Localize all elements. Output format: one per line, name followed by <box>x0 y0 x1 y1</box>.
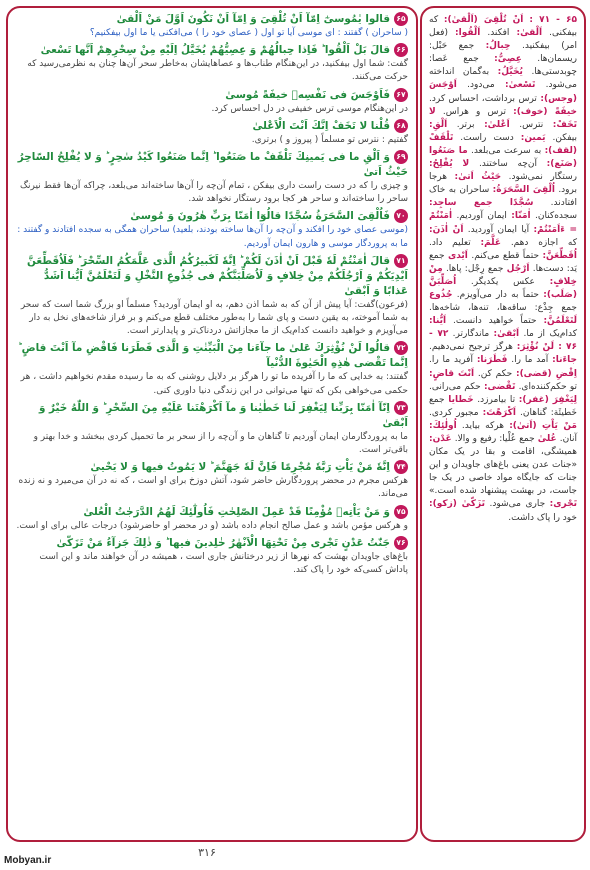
glossary-word: ۶۵ - ۷۱ : اَنْ تُلْقِىَ (اَلْقىٰ): <box>443 15 577 25</box>
verse-block <box>16 460 408 501</box>
glossary-definition: هرگز ترجیح نمی‌دهیم. <box>429 342 517 353</box>
glossary-entry <box>487 28 542 38</box>
glossary-definition: افکند. <box>487 28 517 39</box>
arabic-verse-text: قالَ اٰمَنْتُمْ لَهٗ قَبْلَ اَنْ اٰذَنَ لَكُمْ ؕ اِنَّهٗ لَكَبيرُكُمُ الَّذى عَلَّمَكُمُ السِّحْرَ ؕ فَلَاُقَطِّعَنَّ اَيْدِيَكُمْ وَ اَرْجُلَكُمْ مِنْ خِلافٍ وَ لَاُصَلِّبَنَّكُمْ فى جُذُوعِ النَّخْلِ وَ لَتَعْلَمُنَّ اَيُّنا اَشَدُّ عَذابًا وَ اَبْقىٰ <box>27 254 408 297</box>
arabic-verse <box>16 119 408 134</box>
verse-block <box>16 254 408 339</box>
arabic-verse-text: جَنّٰتُ عَدْنٍ تَجْرى مِنْ تَحْتِهَا الْاَنْهٰرُ خٰلِدينَ فيها ؕ وَ ذٰلِكَ جَزآءُ مَنْ تَزَكّىٰ <box>56 536 390 549</box>
glossary-word: حَيْثُ اَتىٰ: <box>454 172 502 183</box>
glossary-word: تَسْعىٰ: <box>505 80 536 91</box>
glossary-word: اَلْقِ: <box>429 119 448 130</box>
glossary-entry <box>471 251 577 261</box>
verse-number-badge: ۷۱ <box>394 254 408 268</box>
persian-translation: ما به پروردگارمان ایمان آوردیم تا گناهان ما و آن‌چه را از سحر بر ما تحمیل کردی ببخشد و خدا بهتر و باقی‌تر است. <box>33 431 408 456</box>
glossary-word: ما صَنَعُوا (صَنَع): <box>429 145 577 170</box>
glossary-definition: جمع حَبْل: ریسمان‌ها. <box>429 41 577 65</box>
glossary-definition: هرکه بیاید. <box>461 420 510 431</box>
persian-translation: (موسی عصای خود را افکند و آن‌چه را آن‌ها ساخته بودند، بلعید) ساحران همگی به سجده افتادند و گفتند : ما به پروردگار موسی و هارون ایمان آوردیم. <box>17 225 408 249</box>
glossary-word: لَتَعْلَمُنَّ: <box>543 316 577 327</box>
verse-number-badge: ۶۵ <box>394 12 408 26</box>
glossary-word: اَوْجَسَ (وجس): <box>429 80 577 104</box>
glossary-definition: آن‌چه ساختند. <box>478 159 547 170</box>
glossary-word: تَلْقَفْ (لقف): <box>429 132 577 156</box>
glossary-word: جُذُوع <box>429 289 453 300</box>
glossary-definition: حکم می‌رانی. <box>429 381 484 392</box>
verse-block <box>16 536 408 577</box>
verse-number-badge: ۶۷ <box>394 88 408 102</box>
glossary-word: حِبالُ: <box>485 41 511 52</box>
verse-block <box>16 209 408 250</box>
glossary-definition: رستگار نمی‌شود. <box>508 172 577 183</box>
verse-block <box>16 12 408 40</box>
glossary-entry <box>429 355 507 365</box>
glossary-definition: آیا ایمان آوردید. <box>467 224 534 235</box>
glossary-word: يُخَيَّلُ: <box>497 67 523 78</box>
verse-block <box>16 150 408 206</box>
glossary-word: اُصَلِّبَنَّ (صَلَب): <box>429 276 577 300</box>
verse-number-badge: ۷۰ <box>394 209 408 223</box>
glossary-word: اٰمَنْتُمْ = ءَاَمَنْتُمْ: <box>429 211 578 235</box>
glossary-entry <box>429 408 516 418</box>
glossary-word: خَطايا <box>448 394 474 405</box>
glossary-word: اُلْقِىَ السَّحَرَةُ: <box>492 185 555 196</box>
glossary-definition: نترس. <box>519 119 553 130</box>
glossary-entry <box>429 238 501 248</box>
glossary-definition: تعلیم داد. <box>429 237 481 248</box>
verse-block <box>16 341 408 397</box>
glossary-definition: برتر. <box>456 119 485 130</box>
glossary-word: اَعْلىٰ: <box>484 119 510 130</box>
arabic-verse-text: قالُوا لَنْ نُؤْثِرَكَ عَلىٰ ما جآءَنا مِنَ الْبَيِّنٰتِ وَ الَّذى فَطَرَنا فَاقْضِ مآ اَنْتَ قاضٍ ؕ اِنَّما تَقْضى هٰذِهِ الْحَيٰوةَ الدُّنْيآ <box>18 342 408 370</box>
glossary-word: اٰمَنّا: <box>511 211 531 222</box>
verse-block <box>16 505 408 533</box>
glossary-word: عِصِىُّ: <box>494 54 522 65</box>
glossary-word: اَبْقىٰ: <box>493 329 520 340</box>
arabic-verse <box>16 460 408 475</box>
verses-list <box>8 8 416 577</box>
glossary-panel <box>420 6 586 842</box>
glossary-entry <box>477 395 577 405</box>
glossary-definition: حتماً قطع می‌کنم. <box>471 250 543 261</box>
arabic-verse-text: فَاَوْجَسَ فى نَفْسِهٖ خيفَةً مُوسىٰ <box>225 88 390 101</box>
verse-number-badge: ۷۶ <box>394 536 408 550</box>
page-number: ۳۱۶ <box>198 846 216 859</box>
persian-translation: و چیزی را که در دست راست داری بیفکن ، تمام آن‌چه را آن‌ها ساخته‌اند می‌بلعد، چراکه آن‌ها فقط نیرنگ ساحر را ساخته‌اند و ساحر هر کجا برود رستگار نخواهد شد. <box>19 181 408 205</box>
glossary-definition: جمع عُلْيا: رفیع و والا. <box>454 434 538 444</box>
glossary-definition: سجده‌کنان. <box>534 211 577 222</box>
arabic-verse <box>16 536 408 551</box>
glossary-definition: تو حکم‌کننده‌ای. <box>518 381 577 392</box>
persian-translation: هرکس مجرم در محضر پروردگارش حاضر شود، آتش دوزخ برای او است ، که نه در آن می‌میرد و نه زنده می‌ماند. <box>18 476 408 500</box>
glossary-entry <box>429 382 515 392</box>
glossary-word: اَيُّنا: <box>429 316 447 327</box>
arabic-verse <box>16 209 408 224</box>
glossary-list <box>422 8 584 531</box>
glossary-definition: حکم کن. <box>477 368 516 379</box>
glossary-word: اَنْ اٰذَنَ: <box>429 224 464 235</box>
glossary-definition: آنان. <box>559 434 577 444</box>
verse-number-badge: ۶۶ <box>394 43 408 57</box>
glossary-definition: که بیفکنی. <box>429 15 577 39</box>
arabic-verse <box>16 401 408 431</box>
arabic-verse-text: فَاُلْقِىَ السَّحَرَةُ سُجَّدًا قالُوٓا اٰمَنّا بِرَبِّ هٰرُونَ وَ مُوسىٰ <box>130 210 390 223</box>
glossary-entry <box>446 264 530 274</box>
glossary-word: خيفَةً (خوف): <box>513 106 577 117</box>
persian-translation: گفتند: به خدایی که ما را آفریده ما تو را هرگز بر دلایل روشنی که به ما رسیده مقدم نخواهیم داشت ، هر حکمی می‌خواهی بکن که تنها می‌توانی در این زندگی دنیا داوری کنی. <box>20 372 408 396</box>
verse-block <box>16 401 408 457</box>
persian-translation: گفتیم : نترس تو مسلماً ( پیروز و ) برتری. <box>251 134 408 145</box>
glossary-definition: (فعل امر) بیفکنید. <box>429 28 577 52</box>
verse-block <box>16 88 408 116</box>
glossary-word: عُلىٰ <box>537 434 557 444</box>
glossary-word: عَلَّمَ: <box>480 237 501 248</box>
verse-number-badge: ۷۲ <box>394 341 408 355</box>
glossary-entry <box>455 434 557 444</box>
glossary-definition: که اجازه دهم. <box>510 237 577 248</box>
glossary-definition: حتماً خواهید دانست. <box>453 316 544 327</box>
glossary-definition: جمع جِذْع: ساقه‌ها، تنه‌ها، شاخه‌ها. <box>429 303 577 314</box>
glossary-word: اُولٰئِكَ: <box>429 420 457 431</box>
glossary-word: اُقَطِّعَنَّ: <box>542 250 577 261</box>
verse-number-badge: ۷۴ <box>394 460 408 474</box>
glossary-definition: جاری می‌شود. <box>489 499 550 510</box>
glossary-entry <box>462 421 577 431</box>
glossary-definition: ایمان آوردیم. <box>456 211 512 222</box>
glossary-word: تَزَكّىٰ (زكو): <box>429 499 485 510</box>
glossary-word: اَكْرَهْتَ: <box>482 407 516 418</box>
verse-block <box>16 43 408 84</box>
persian-translation: باغ‌های جاویدان بهشت که نهرها از زیر درختانش جاری است ، همیشه در آن خواهند ماند و این است پاداش کسی‌که خود را پاک کند. <box>39 551 408 576</box>
glossary-word: اَنْتَ قاضٍ: <box>429 368 475 379</box>
glossary-definition: ترس برداشت، احساس کرد. <box>429 93 541 104</box>
glossary-word: لا تَخَفْ: <box>429 106 577 130</box>
persian-translation: و هرکس مؤمن باشد و عمل صالح انجام داده باشد (و در محضر او حاضرشود) درجات عالی برای او است. <box>16 520 408 531</box>
arabic-verse <box>16 43 408 58</box>
glossary-definition: خود را پاک داشت. <box>508 512 577 523</box>
glossary-definition: به سرعت می‌بلعد. <box>470 145 545 156</box>
arabic-verse <box>16 341 408 371</box>
glossary-word: اَلْقُوا: <box>455 28 481 39</box>
arabic-verse-text: اِنَّهٗ مَنْ يَاْتِ رَبَّهٗ مُجْرِمًا فَاِنَّ لَهٗ جَهَنَّمَ ؕ لا يَمُوتُ فيها وَ لا يَحْيىٰ <box>90 461 390 474</box>
arabic-verse-text: وَ اَلْقِ ما فى يَمينِكَ تَلْقَفْ ما صَنَعُوا ؕ اِنَّما صَنَعُوا كَيْدُ سٰحِرٍ ؕ وَ لا يُفْلِحُ السّاحِرُ حَيْثُ اَتىٰ <box>17 151 408 179</box>
glossary-word: لِيَغْفِرَ (غفر): <box>518 394 577 405</box>
glossary-word: ۷۲ - ۷۶ : لَنْ نُؤْثِرَ: <box>429 329 577 353</box>
glossary-word: سُجَّدًا جمع ساجِد: <box>429 198 534 209</box>
arabic-verse-text: وَ مَنْ يَاْتِهٖ مُؤْمِنًا قَدْ عَمِلَ الصّٰلِحٰتِ فَاُولٰٓئِكَ لَهُمُ الدَّرَجٰتُ الْعُلىٰ <box>83 505 390 518</box>
glossary-definition: دست راست. <box>460 132 521 143</box>
glossary-word: فَطَرَنا: <box>476 355 508 366</box>
arabic-verse <box>16 88 408 103</box>
glossary-word: اَرْجُل <box>506 263 530 274</box>
glossary-definition: عکس یکدیگر. <box>470 276 550 287</box>
glossary-definition: همیشگی، اقامت و بقا در یک مکان «جنات عدن یعنی باغ‌های جاویدان و این جنات که جایگاه مواد خاصی در یک جا جاست، در بهشت پیشنهاد شده است.» <box>429 447 577 497</box>
glossary-definition: جمع خَطيئَة: گناهان. <box>429 394 577 418</box>
glossary-entry <box>443 107 577 117</box>
persian-translation: ( ساحران ) گفتند : ای موسی آیا تو اول ( عصای خود را ) می‌افکنی یا ما اول بیفکنیم؟ <box>89 28 408 38</box>
glossary-entry <box>460 133 545 143</box>
glossary-word: يَمين: <box>520 132 546 143</box>
glossary-word: تَقْضى: <box>483 381 516 392</box>
glossary-definition: جمع رِجْل: پاها. <box>445 263 507 274</box>
persian-translation: (فرعون)گفت: آیا پیش از آن که به شما اذن دهم، به او ایمان آوردید؟ مسلماً او بزرگ شما است که سحر به شما آموخته، به یقین دست و پای شما را به‌طور مختلف قطع می‌کنم و بر فراز شاخه‌های نخل به دار می‌آویزم و خواهید دانست کدام‌یک از ما مجازاتش دردناک‌تر و پایدارتر است. <box>20 299 408 337</box>
glossary-definition: ساحران به خاک افتادند. <box>429 185 577 209</box>
glossary-definition: مجبور کردی. <box>429 407 483 418</box>
arabic-verse-text: قالَ بَلْ اَلْقُوا ؕ فَاِذا حِبالُهُمْ وَ عِصِيُّهُمْ يُخَيَّلُ اِلَيْهِ مِنْ سِحْرِهِمْ اَنَّها تَسْعىٰ <box>40 44 390 57</box>
glossary-entry <box>453 316 577 326</box>
glossary-entry <box>467 80 535 90</box>
glossary-word: تَجْرى: <box>549 499 577 510</box>
glossary-definition: ماندگارتر. <box>452 329 494 340</box>
glossary-definition: ترس و هراس. <box>442 106 514 117</box>
glossary-definition: حتماً به دار می‌آویزم. <box>456 289 544 300</box>
glossary-entry <box>453 329 519 339</box>
verses-panel <box>6 6 418 842</box>
site-watermark: Mobyan.ir <box>4 855 52 866</box>
glossary-entry <box>478 369 577 379</box>
glossary-word: اَيْدى <box>447 250 468 261</box>
arabic-verse-text: اِنّآ اٰمَنّا بِرَبِّنا لِيَغْفِرَ لَنا خَطٰيٰنا وَ مآ اَكْرَهْتَنا عَلَيْهِ مِنَ السِّحْرِ ؕ وَ اللّٰهُ خَيْرٌ وَ اَبْقىٰ <box>38 401 408 429</box>
glossary-entry <box>456 211 530 221</box>
arabic-verse-text: قُلْنا لا تَخَفْ اِنَّكَ اَنْتَ الْاَعْلىٰ <box>252 119 390 132</box>
glossary-definition: هرجا برود. <box>429 172 577 196</box>
arabic-verse <box>16 505 408 520</box>
glossary-word: مِنْ خِلافٍ: <box>429 263 577 287</box>
glossary-word: عَدْن: <box>429 434 452 444</box>
arabic-verse <box>16 12 408 27</box>
glossary-word: لا يُفْلِحُ: <box>429 159 470 170</box>
arabic-verse-text: قالوا يٰمُوسىٰٓ اِمّآ اَنْ تُلْقِىَ وَ اِمّآ اَنْ نَكُونَ اَوَّلَ مَنْ اَلْقىٰ <box>116 13 390 25</box>
glossary-definition: آمد ما را. <box>511 355 553 366</box>
glossary-entry <box>490 499 577 509</box>
verse-number-badge: ۶۸ <box>394 119 408 133</box>
glossary-definition: آفرید ما را. <box>429 355 477 366</box>
glossary-definition: بیفکن. <box>552 132 577 143</box>
persian-translation: در این‌هنگام موسی ترس خفیفی در دل احساس کرد. <box>211 103 408 114</box>
verse-number-badge: ۷۵ <box>394 505 408 519</box>
glossary-entry <box>511 355 577 365</box>
glossary-word: جاءَنا: <box>552 355 577 366</box>
glossary-definition: می‌دود. <box>467 80 505 91</box>
glossary-definition: جمع يَد: دست‌ها. <box>429 250 577 274</box>
glossary-word: اَلْقىٰ: <box>516 28 543 39</box>
glossary-definition: جمع عَصا: چوبدستی‌ها. <box>429 54 577 78</box>
glossary-word: اِقْضِ (قضى): <box>515 368 577 379</box>
verse-number-badge: ۶۹ <box>394 150 408 164</box>
verse-number-badge: ۷۳ <box>394 401 408 415</box>
glossary-definition: تا بیامرزد. <box>477 394 519 405</box>
arabic-verse <box>16 254 408 299</box>
glossary-word: مَنْ يَاْتِ (اَتىٰ): <box>509 420 577 431</box>
glossary-definition: به‌گمان انداخته می‌شود. <box>429 67 577 91</box>
verse-block <box>16 119 408 147</box>
persian-translation: گفت: شما اول بیفکنید، در این‌هنگام طناب‌ها و عصاهایشان به‌خاطر سحر آن‌ها چنان به نظرمی‌رسید که حرکت می‌کنند. <box>27 59 408 83</box>
glossary-entry <box>457 120 510 130</box>
glossary-definition: کدام‌یک از ما. <box>523 329 577 340</box>
arabic-verse <box>16 150 408 180</box>
